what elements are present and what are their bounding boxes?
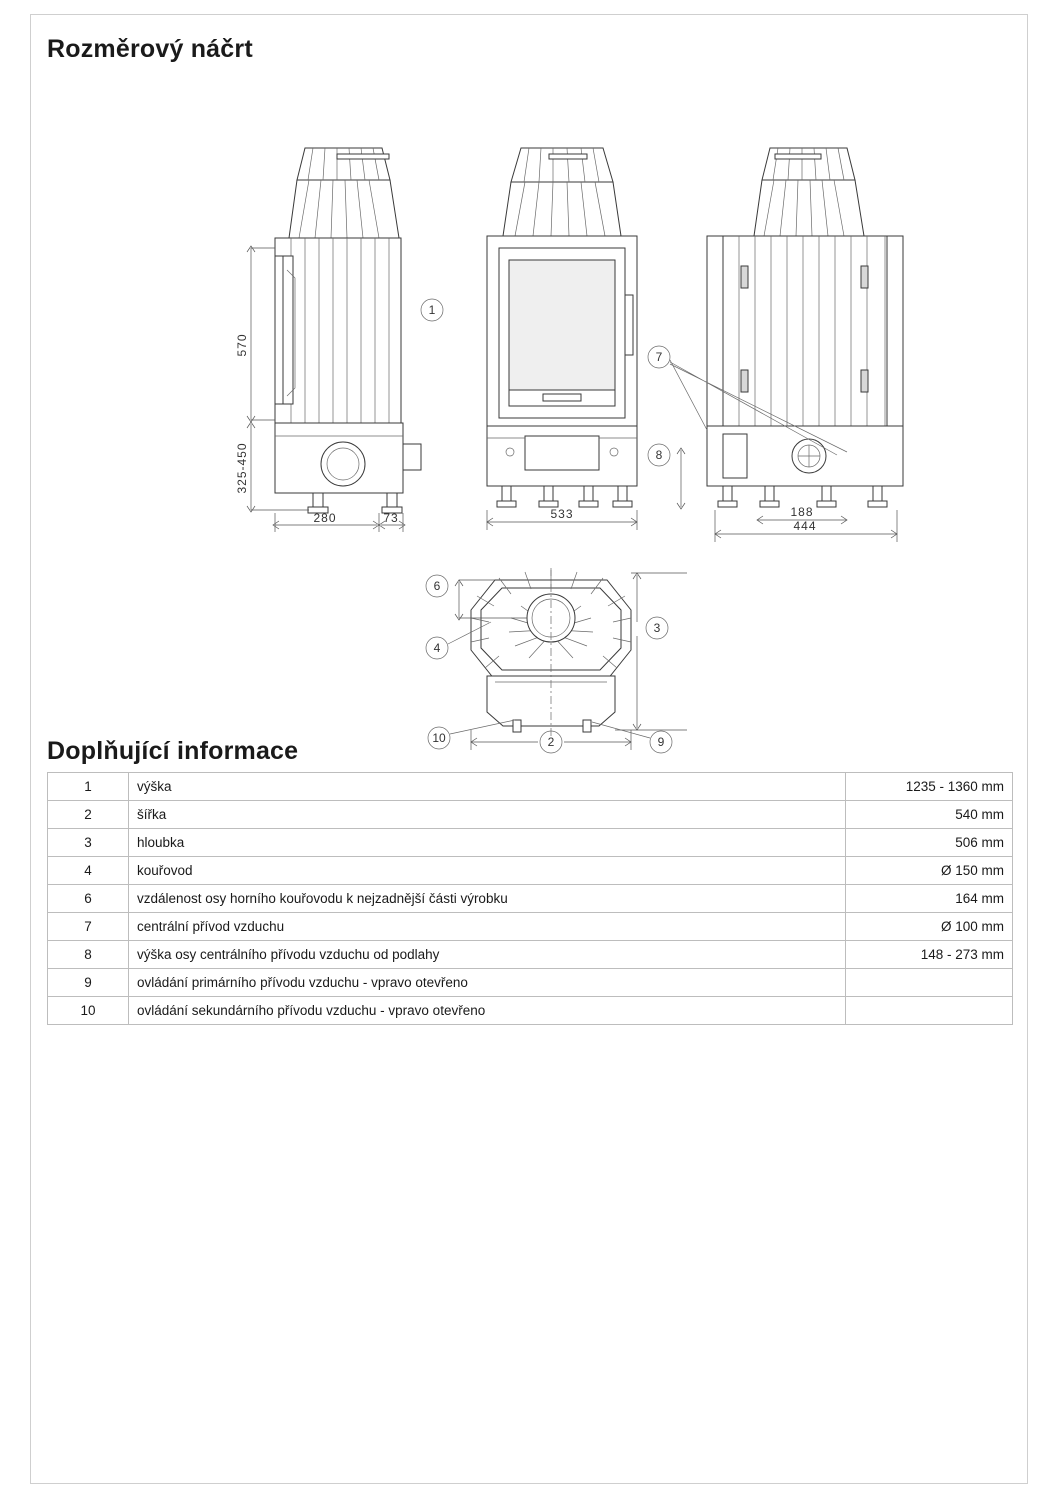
- dimension-280-73: [273, 511, 405, 532]
- balloon-8-label: 8: [655, 448, 663, 462]
- row-value: Ø 100 mm: [846, 913, 1013, 941]
- info-section-title: Doplňující informace: [47, 737, 299, 765]
- front-view: [487, 148, 637, 530]
- info-table: [47, 772, 1013, 1025]
- balloon-6-label: 6: [433, 579, 441, 593]
- dim-label-570: 570: [235, 333, 249, 357]
- row-value: 148 - 273 mm: [846, 941, 1013, 969]
- row-label: kouřovod: [129, 857, 846, 885]
- table-row: [48, 969, 1013, 997]
- row-value: 164 mm: [846, 885, 1013, 913]
- balloon-7-label: 7: [655, 350, 663, 364]
- dim-label-444: 444: [793, 519, 817, 533]
- row-label: ovládání primárního přívodu vzduchu - vpravo otevřeno: [129, 969, 846, 997]
- side-view: [235, 148, 443, 532]
- row-label: výška osy centrálního přívodu vzduchu od podlahy: [129, 941, 846, 969]
- row-label: hloubka: [129, 829, 846, 857]
- dimension-570: [235, 246, 275, 422]
- row-value: 540 mm: [846, 801, 1013, 829]
- row-number: 6: [48, 885, 129, 913]
- table-row: [48, 773, 1013, 801]
- row-value: 1235 - 1360 mm: [846, 773, 1013, 801]
- row-number: 4: [48, 857, 129, 885]
- row-label: šířka: [129, 801, 846, 829]
- info-section: [47, 737, 1013, 1025]
- dim-label-533: 533: [550, 507, 574, 521]
- balloon-4-label: 4: [433, 641, 441, 655]
- balloon-1-label: 1: [428, 303, 436, 317]
- table-row: [48, 885, 1013, 913]
- dimension-533: [487, 507, 637, 530]
- table-row: [48, 857, 1013, 885]
- table-row: [48, 997, 1013, 1025]
- row-number: 1: [48, 773, 129, 801]
- row-label: ovládání sekundárního přívodu vzduchu - vpravo otevřeno: [129, 997, 846, 1025]
- row-number: 7: [48, 913, 129, 941]
- balloon-8: [648, 444, 685, 509]
- dim-label-325-450: 325-450: [235, 442, 249, 494]
- table-row: [48, 829, 1013, 857]
- row-number: 10: [48, 997, 129, 1025]
- row-label: výška: [129, 773, 846, 801]
- document-page: [30, 14, 1028, 1484]
- drawing-svg: [47, 70, 1013, 749]
- row-value: Ø 150 mm: [846, 857, 1013, 885]
- table-row: [48, 941, 1013, 969]
- row-number: 3: [48, 829, 129, 857]
- technical-drawing: [47, 70, 1013, 749]
- balloon-9-label: 9: [657, 735, 665, 749]
- dim-label-188: 188: [790, 505, 814, 519]
- row-number: 8: [48, 941, 129, 969]
- table-row: [48, 913, 1013, 941]
- rear-view: [648, 148, 903, 542]
- page-title: Rozměrový náčrt: [47, 35, 253, 63]
- row-number: 2: [48, 801, 129, 829]
- balloon-3-label: 3: [653, 621, 661, 635]
- row-label: centrální přívod vzduchu: [129, 913, 846, 941]
- drawing-section: [47, 35, 1013, 749]
- row-value: 506 mm: [846, 829, 1013, 857]
- balloon-2-label: 2: [547, 735, 555, 749]
- table-row: [48, 801, 1013, 829]
- dim-label-73: 73: [383, 511, 399, 525]
- row-value: [846, 969, 1013, 997]
- row-label: vzdálenost osy horního kouřovodu k nejzadnější části výrobku: [129, 885, 846, 913]
- top-view: [426, 568, 687, 753]
- row-number: 9: [48, 969, 129, 997]
- balloon-1: [421, 299, 443, 321]
- dim-label-280: 280: [313, 511, 337, 525]
- row-value: [846, 997, 1013, 1025]
- balloon-10-label: 10: [432, 731, 446, 745]
